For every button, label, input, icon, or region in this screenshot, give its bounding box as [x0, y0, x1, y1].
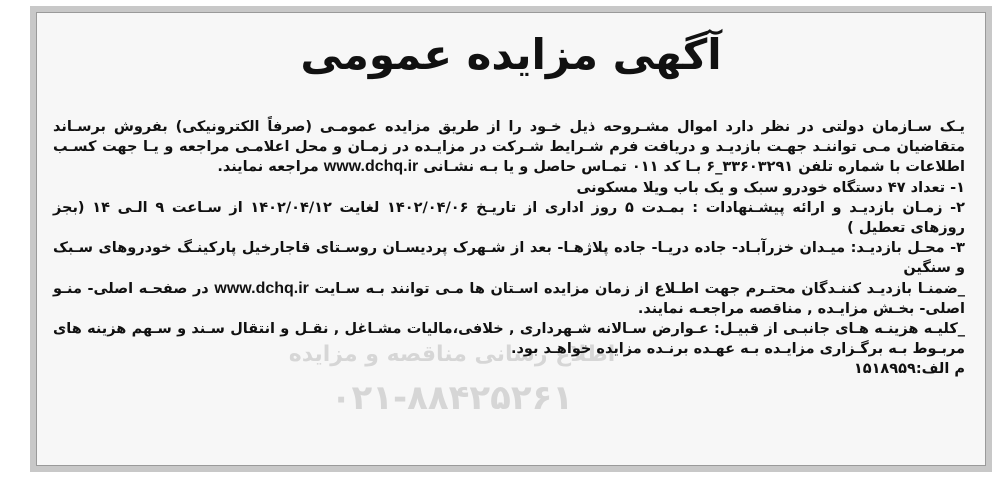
intro-website: www.dchq.ir [323, 158, 419, 176]
intro-text-end: مراجعه نمایند. [217, 159, 319, 176]
note-1-text-end: در صفحـه اصلی- منـو اصلی- بخـش مزایـده , مناقصه مراجعـه نمایند. [53, 280, 965, 317]
item-2: ۲- زمـان بازدیـد و ارائه پیشـنهادات : بمـدت ۵ روز اداری از تاریـخ ۱۴۰۲/۰۴/۰۶ لغایت ۱۴۰۲/۰۴/۱۲ از سـاعت ۹ الـی ۱۴ (بجز روزهای تعطیل ) [53, 199, 966, 237]
note-1 [53, 279, 965, 319]
note-1-text: _ضمنـا بازدیـد کننـدگان محتـرم جهت اطـلاع از زمان مزایده اسـتان ها مـی توانند بـه سـایت [314, 280, 965, 297]
notice-frame [30, 6, 992, 472]
intro-text: یـک سـازمان دولتی در نظر دارد اموال مشـروحه ذیل خـود را از طریق مزایده عمومـی (صرفاً الکترونیکی) بفروش برسـاند متقاضیان مـی تواننـد جهـت بازدیـد و دریافت فرم شـرایط شـرکت در مزایـده در زمـان و محل اعلامـی مراجعه و یـا جهت کسـب اطلاعات با شماره تلفن ۳۳۶۰۳۲۹۱_۶ بـا کد ۰۱۱ تمـاس حاصل و یا بـه نشـانی [53, 119, 965, 176]
watermark-phone: ۰۲۱-۸۸۴۲۵۲۶۱ [330, 378, 574, 418]
notice-title: آگهی مزایده عمومی [300, 30, 722, 79]
notice-body [53, 117, 965, 380]
intro-paragraph [53, 117, 965, 178]
item-1: ۱- تعداد ۴۷ دستگاه خودرو سبک و یک باب ویلا مسکونی [576, 179, 965, 196]
reference-code: م الف:۱۵۱۸۹۵۹ [853, 361, 965, 378]
notice-sheet [36, 12, 986, 466]
note-1-website: www.dchq.ir [214, 279, 309, 297]
note-2: _کلیـه هزینـه هـای جانبـی از قبیـل: عـوارض سـالانه شـهرداری , خلافی،مالیات مشـاغل , نقـل و انتقال سـند و سـهم هزینه های مربـوط بـه برگـزاری مزایـده بـه عهـده برنـده مزایده خواهـد بود. [53, 321, 965, 358]
watermark-text: اطلاع رسانی مناقصه و مزایده [288, 342, 616, 367]
item-3: ۳- محـل بازدیـد: میـدان خزرآبـاد- جاده دریـا- جاده پلاژهـا- بعد از شـهرک پردیسـان روسـتای قاجارخیل پارکینـگ خودروهای سـبک و سنگین [53, 240, 965, 277]
